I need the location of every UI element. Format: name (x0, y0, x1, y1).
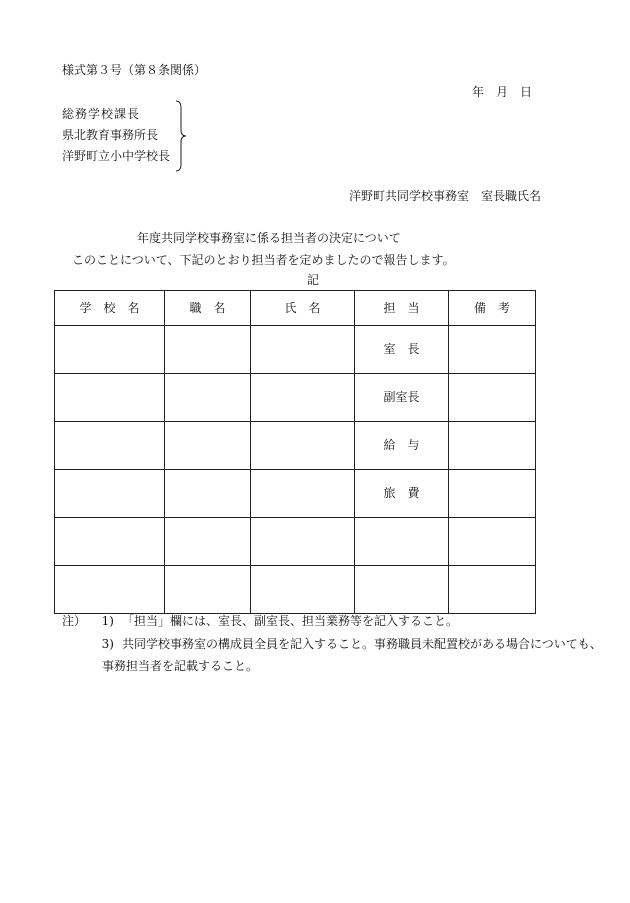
cell-remarks[interactable] (449, 422, 536, 470)
document-title: 年度共同学校事務室に係る担当者の決定について (137, 231, 401, 245)
cell-remarks[interactable] (449, 470, 536, 518)
table-row (55, 470, 536, 518)
note-2-continuation: 事務担当者を記載すること。 (102, 659, 259, 673)
addressee-1: 総務学校課長 (62, 107, 141, 121)
cell-position[interactable] (165, 422, 251, 470)
cell-role[interactable] (355, 566, 449, 614)
cell-position[interactable] (165, 518, 251, 566)
brace-icon (174, 100, 188, 172)
cell-school[interactable] (55, 470, 165, 518)
cell-school[interactable] (55, 374, 165, 422)
cell-name[interactable] (251, 566, 355, 614)
note-1-text: 「担当」欄には、室長、副室長、担当業務等を記入すること。 (122, 614, 459, 628)
cell-role: 旅 費 (355, 470, 449, 518)
cell-position[interactable] (165, 566, 251, 614)
header-position: 職 名 (165, 291, 251, 326)
addressee-3: 洋野町立小中学校長 (62, 149, 171, 163)
intro-text: このことについて、下記のとおり担当者を定めましたので報告します。 (72, 253, 455, 267)
cell-school[interactable] (55, 566, 165, 614)
note-2 (62, 637, 602, 651)
note-2-text: 共同学校事務室の構成員全員を記入すること。事務職員未配置校がある場合についても、 (122, 637, 602, 651)
cell-role: 室 長 (355, 326, 449, 374)
sender-line: 洋野町共同学校事務室 室長職氏名 (349, 189, 542, 203)
cell-school[interactable] (55, 518, 165, 566)
cell-school[interactable] (55, 326, 165, 374)
cell-position[interactable] (165, 326, 251, 374)
cell-role: 副室長 (355, 374, 449, 422)
assignment-table (54, 290, 536, 614)
form-number: 様式第３号（第８条関係） (62, 63, 207, 77)
header-name: 氏 名 (251, 291, 355, 326)
cell-remarks[interactable] (449, 374, 536, 422)
cell-name[interactable] (251, 374, 355, 422)
cell-remarks[interactable] (449, 326, 536, 374)
cell-role[interactable] (355, 518, 449, 566)
header-remarks: 備 考 (449, 291, 536, 326)
cell-role: 給 与 (355, 422, 449, 470)
cell-name[interactable] (251, 326, 355, 374)
table-row (55, 326, 536, 374)
table-header-row (55, 291, 536, 326)
date-line: 年 月 日 (472, 85, 533, 99)
cell-name[interactable] (251, 518, 355, 566)
addressee-2: 県北教育事務所長 (62, 128, 159, 142)
note-1-number: 1) (101, 614, 114, 628)
header-assignment: 担 当 (355, 291, 449, 326)
cell-position[interactable] (165, 374, 251, 422)
table-row (55, 422, 536, 470)
cell-remarks[interactable] (449, 518, 536, 566)
table-row (55, 518, 536, 566)
header-school-name: 学 校 名 (55, 291, 165, 326)
note-2-number: 3) (101, 637, 114, 651)
cell-name[interactable] (251, 422, 355, 470)
cell-name[interactable] (251, 470, 355, 518)
note-1 (62, 614, 458, 628)
notes-label: 注） (62, 614, 87, 628)
cell-school[interactable] (55, 422, 165, 470)
table-row (55, 566, 536, 614)
cell-position[interactable] (165, 470, 251, 518)
ki-heading: 記 (307, 273, 320, 287)
cell-remarks[interactable] (449, 566, 536, 614)
table-row (55, 374, 536, 422)
